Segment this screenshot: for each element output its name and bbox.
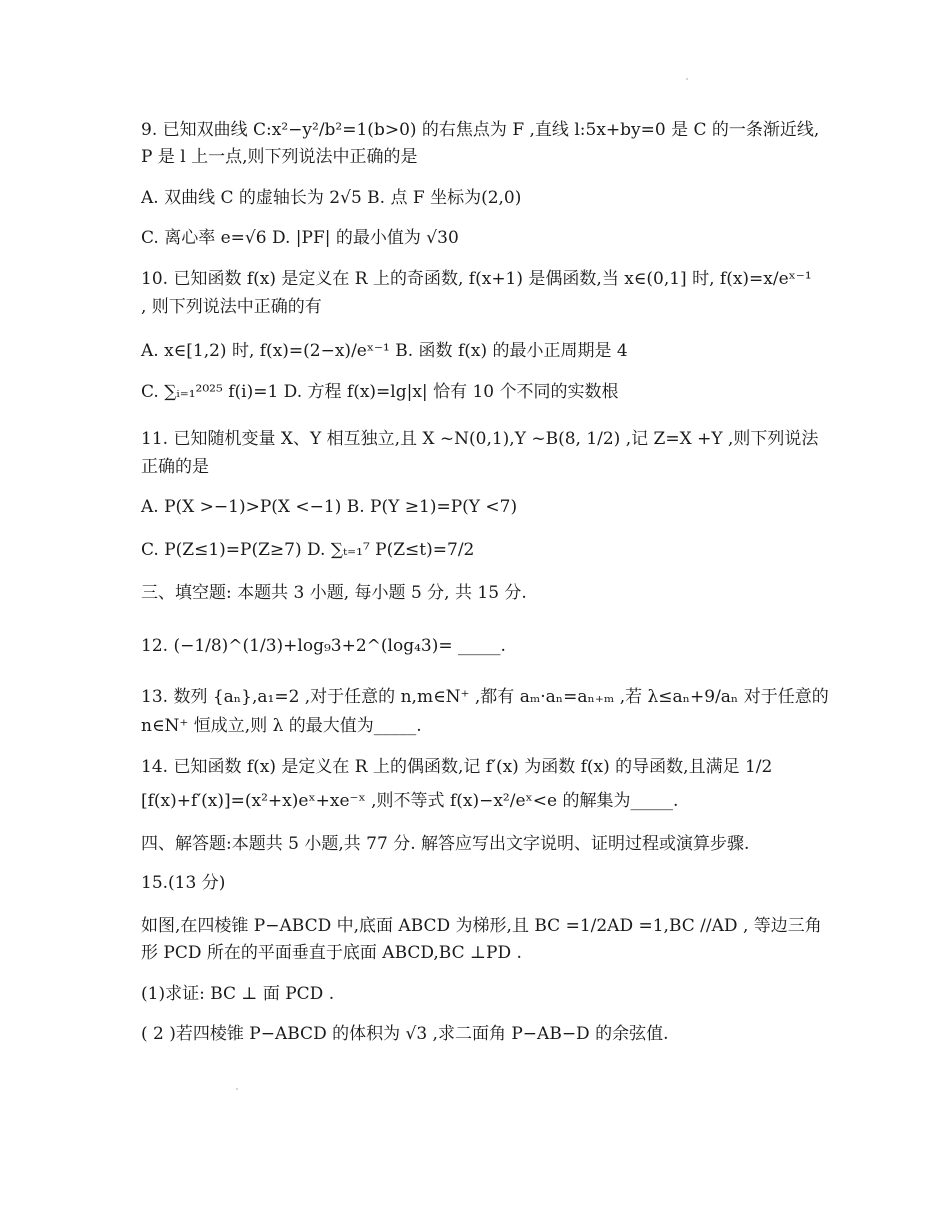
- q15-part1: (1)求证: BC ⊥ 面 PCD .: [141, 984, 335, 1004]
- q10-options-cd: C. ∑ᵢ₌₁²⁰²⁵ f(i)=1 D. 方程 f(x)=lg|x| 恰有 10 个不同的实数根: [141, 382, 619, 402]
- q15-part2: ( 2 )若四棱锥 P−ABCD 的体积为 √3 ,求二面角 P−AB−D 的余弦值.: [141, 1024, 669, 1044]
- q13-stem-line1: 13. 数列 {aₙ},a₁=2 ,对于任意的 n,m∈N⁺ ,都有 aₘ·aₙ=aₙ₊ₘ ,若 λ≤aₙ+9/aₙ 对于任意的: [141, 687, 829, 707]
- q9-options-cd: C. 离心率 e=√6 D. |PF| 的最小值为 √30: [141, 228, 459, 248]
- q10-options-ab: A. x∈[1,2) 时, f(x)=(2−x)/eˣ⁻¹ B. 函数 f(x) 的最小正周期是 4: [141, 341, 628, 361]
- q10-stem-line2: , 则下列说法中正确的有: [141, 297, 322, 317]
- q12-line: 12. (−1/8)^(1/3)+log₉3+2^(log₄3)= _____.: [141, 636, 506, 656]
- q15-stem-line1: 如图,在四棱锥 P−ABCD 中,底面 ABCD 为梯形,且 BC =1/2AD =1,BC //AD , 等边三角: [141, 916, 822, 936]
- q11-stem-line2: 正确的是: [141, 457, 209, 477]
- q11-options-ab: A. P(X >−1)>P(X <−1) B. P(Y ≥1)=P(Y <7): [141, 497, 518, 517]
- scan-speck-bottom: [236, 1088, 238, 1090]
- section-solution-header: 四、解答题:本题共 5 小题,共 77 分. 解答应写出文字说明、证明过程或演算步骤.: [141, 834, 750, 854]
- q15-title: 15.(13 分): [141, 873, 226, 893]
- q14-stem-line2: [f(x)+f′(x)]=(x²+x)eˣ+xe⁻ˣ ,则不等式 f(x)−x²/eˣ<e 的解集为_____.: [141, 791, 679, 811]
- section-fill-in-header: 三、填空题: 本题共 3 小题, 每小题 5 分, 共 15 分.: [141, 583, 527, 603]
- q11-stem-line1: 11. 已知随机变量 X、Y 相互独立,且 X ~N(0,1),Y ~B(8, 1/2) ,记 Z=X +Y ,则下列说法: [141, 429, 819, 449]
- q9-stem-line2: P 是 l 上一点,则下列说法中正确的是: [141, 147, 418, 167]
- q15-stem-line2: 形 PCD 所在的平面垂直于底面 ABCD,BC ⊥PD .: [141, 943, 522, 963]
- q10-stem-line1: 10. 已知函数 f(x) 是定义在 R 上的奇函数, f(x+1) 是偶函数,当 x∈(0,1] 时, f(x)=x/eˣ⁻¹: [141, 269, 812, 289]
- q9-stem-line1: 9. 已知双曲线 C:x²−y²/b²=1(b>0) 的右焦点为 F ,直线 l:5x+by=0 是 C 的一条渐近线,: [141, 120, 820, 140]
- q9-options-ab: A. 双曲线 C 的虚轴长为 2√5 B. 点 F 坐标为(2,0): [141, 188, 522, 208]
- scan-speck-top: [686, 78, 688, 80]
- q14-stem-line1: 14. 已知函数 f(x) 是定义在 R 上的偶函数,记 f′(x) 为函数 f(x) 的导函数,且满足 1/2: [141, 757, 773, 777]
- q11-options-cd: C. P(Z≤1)=P(Z≥7) D. ∑ₜ₌₁⁷ P(Z≤t)=7/2: [141, 540, 475, 560]
- q13-stem-line2: n∈N⁺ 恒成立,则 λ 的最大值为_____.: [141, 716, 422, 736]
